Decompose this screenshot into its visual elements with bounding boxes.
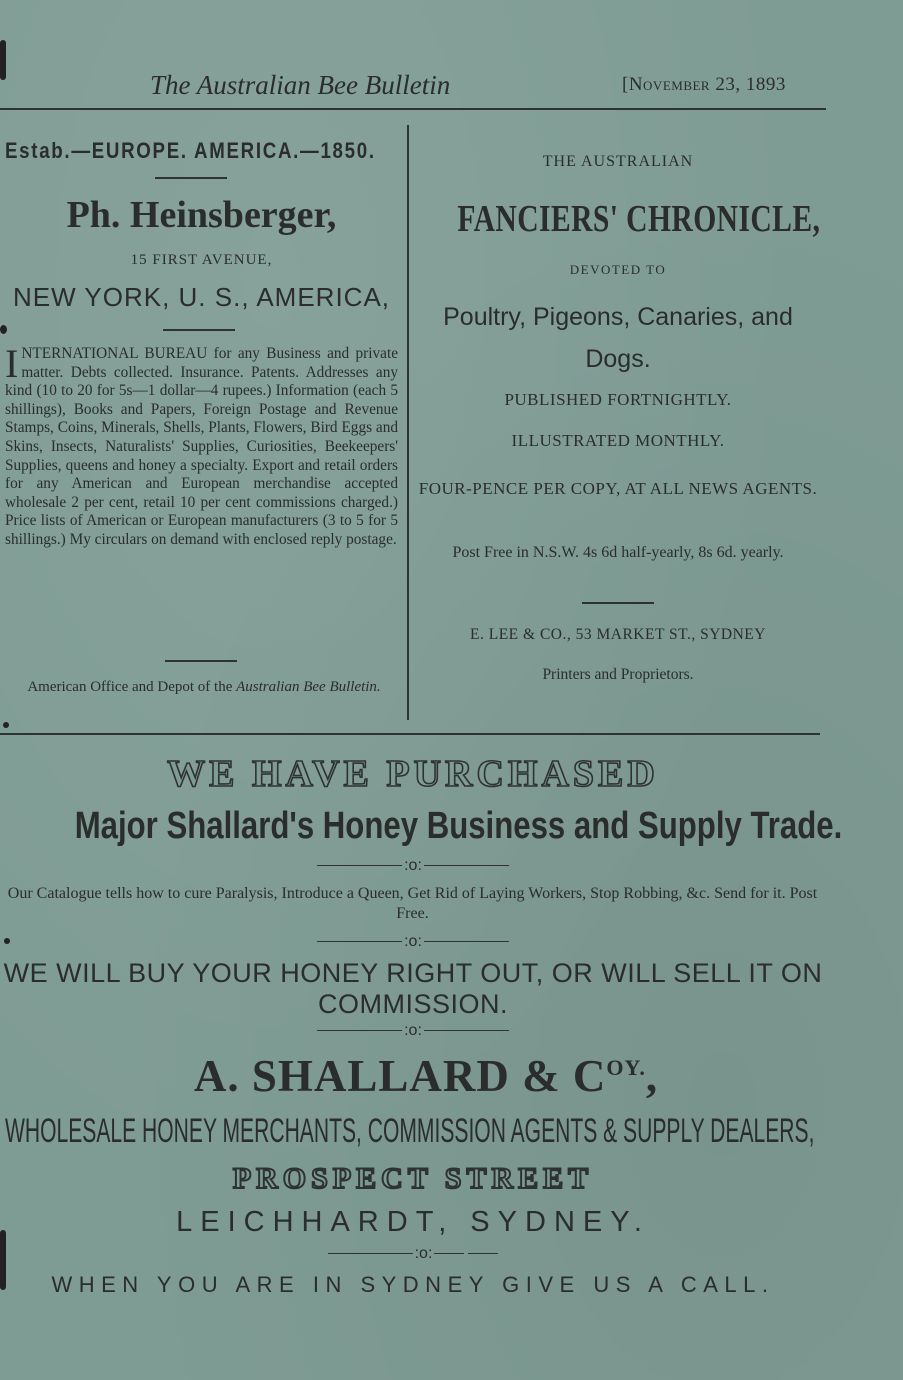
separator-line (468, 1253, 498, 1254)
separator-mark: :o: (404, 933, 422, 950)
bureau-description (5, 341, 398, 550)
street-name: PROSPECT STREET (232, 1162, 594, 1195)
separator-line (328, 1253, 413, 1254)
short-rule (163, 329, 235, 331)
call-invitation: WHEN YOU ARE IN SYDNEY GIVE US A CALL. (51, 1272, 775, 1297)
illustration-frequency: ILLUSTRATED MONTHLY. (511, 431, 725, 450)
bureau-text: NTERNATIONAL BUREAU for any Business and private matter. Debts collected. Insurance. Patents. Addresses any kind (10 to 20 for 5s—1 dollar—4 rupees.) Information (each 5 shillings), Books and Papers, Foreign Postage and Revenue Stamps, Coins, Minerals, Shells, Plants, Flowers, Bird Eggs and Skins, Insects, Naturalists' Supplies, Curiosities, Beekeepers' Supplies, queens and honey a specialty. Export and retail orders for any American and European merchandise accepted wholesale 2 per cent, retail 10 per cent commissions charged.) Price lists of American or European manufacturers (3 to 5 for 5 shillings.) My circulars on demand with enclosed reply postage. (5, 345, 398, 548)
separator-line (424, 941, 509, 942)
separator-line (434, 1253, 464, 1254)
separator-line (424, 1030, 509, 1031)
binding-hole-mark (0, 1230, 6, 1290)
separator-line (317, 941, 402, 942)
short-rule (582, 602, 654, 604)
separator (0, 1245, 826, 1263)
binding-hole-mark (0, 325, 7, 334)
separator (0, 933, 826, 951)
binding-hole-mark (3, 722, 9, 728)
chronicle-prefix: THE AUSTRALIAN (542, 153, 694, 170)
separator-mark: :o: (414, 1245, 433, 1262)
office-text: American Office and Depot of the (27, 679, 233, 695)
short-rule (155, 177, 227, 179)
separator-mark: :o: (404, 1022, 422, 1039)
short-rule (165, 660, 237, 662)
separator (0, 1022, 826, 1040)
chronicle-title: FANCIERS' CHRONICLE, (457, 198, 821, 240)
office-publication: Australian Bee Bulletin. (236, 679, 381, 695)
bulletin-title: The Australian Bee Bulletin (150, 70, 451, 100)
company-suffix: , (645, 1051, 659, 1101)
drop-cap: I (5, 341, 19, 386)
city-name: LEICHHARDT, SYDNEY. (176, 1206, 650, 1238)
separator-line (317, 865, 402, 866)
company-name-text: A. SHALLARD & C (193, 1051, 607, 1101)
devoted-to: DEVOTED TO (569, 262, 667, 277)
american-office (5, 678, 403, 696)
publisher: E. LEE & CO., 53 MARKET ST., SYDNEY (470, 626, 766, 643)
buy-offer: WE WILL BUY YOUR HONEY RIGHT OUT, OR WILL SELL IT ON COMMISSION. (3, 958, 823, 1019)
subheadline: Major Shallard's Honey Business and Supply Trade. (74, 805, 843, 847)
company-abbrev: OY. (606, 1055, 646, 1080)
address-street: 15 FIRST AVENUE, (130, 252, 273, 268)
binding-hole-mark (0, 40, 6, 80)
publication-frequency: PUBLISHED FORTNIGHTLY. (504, 390, 732, 409)
separator (0, 857, 826, 875)
chronicle-subjects: Poultry, Pigeons, Canaries, and Dogs. (443, 303, 793, 373)
issue-date: [November 23, 1893 (622, 74, 786, 95)
address-city: NEW YORK, U. S., AMERICA, (12, 282, 391, 312)
binding-hole-mark (4, 938, 10, 944)
catalogue-notice: Our Catalogue tells how to cure Paralysis, Introduce a Queen, Get Rid of Laying Workers, Stop Robbing, &c. Send for it. Post Free. (7, 885, 818, 922)
header-rule (0, 108, 826, 110)
headline: WE HAVE PURCHASED (167, 753, 659, 795)
established-line: Estab.—EUROPE. AMERICA.—1850. (5, 138, 376, 163)
trade-description: WHOLESALE HONEY MERCHANTS, COMMISSION AGENTS & SUPPLY DEALERS, (5, 1112, 815, 1150)
post-free: Post Free in N.S.W. 4s 6d half-yearly, 8s 6d. yearly. (452, 544, 784, 561)
separator-mark: :o: (404, 857, 422, 874)
section-rule (0, 733, 820, 735)
price: FOUR-PENCE PER COPY, AT ALL NEWS AGENTS. (418, 479, 818, 498)
company-name (0, 1050, 852, 1102)
separator-line (424, 865, 509, 866)
printers: Printers and Proprietors. (542, 666, 694, 683)
advertiser-name: Ph. Heinsberger, (66, 194, 337, 236)
separator-line (317, 1030, 402, 1031)
column-divider (407, 125, 409, 720)
